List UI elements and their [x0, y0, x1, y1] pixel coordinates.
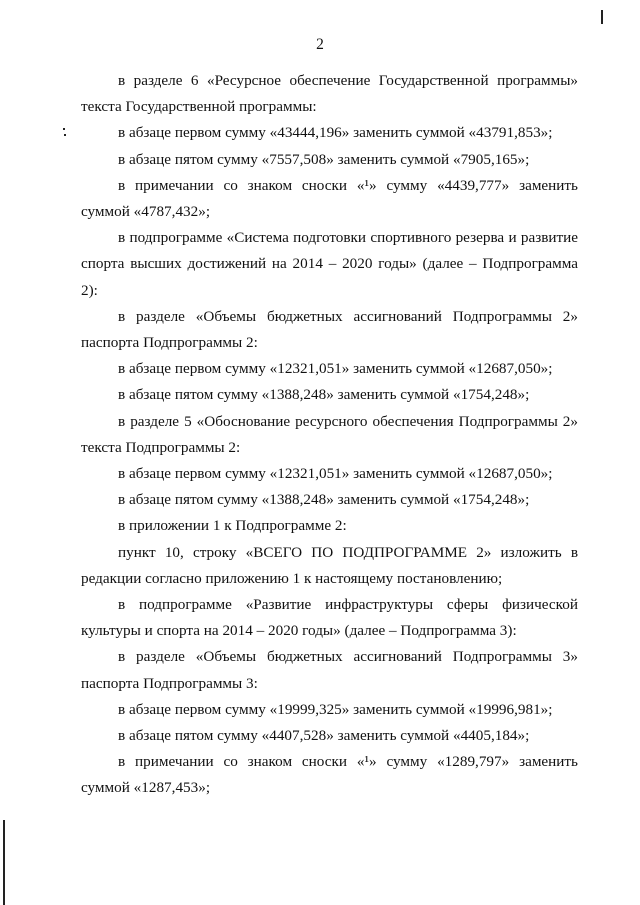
paragraph: в абзаце первом сумму «12321,051» заменить суммой «12687,050»;	[118, 465, 553, 483]
scan-artifact-left-margin	[63, 128, 65, 130]
scan-artifact-left-edge	[3, 820, 5, 905]
scan-artifact-left-margin-2	[64, 134, 66, 136]
paragraph: в разделе «Объемы бюджетных ассигнований Подпрограммы 3» паспорта Подпрограммы 3:	[81, 648, 578, 692]
paragraph: в подпрограмме «Развитие инфраструктуры сферы физической культуры и спорта на 2014 – 2020 годы» (далее – Подпрограмма 3):	[81, 596, 578, 640]
paragraph: в разделе 6 «Ресурсное обеспечение Государственной программы» текста Государственной программы:	[81, 72, 578, 116]
paragraph: в примечании со знаком сноски «¹» сумму «4439,777» заменить суммой «4787,432»;	[81, 176, 578, 221]
paragraph: в абзаце первом сумму «19999,325» заменить суммой «19996,981»;	[118, 700, 553, 718]
paragraph: в разделе 5 «Обоснование ресурсного обеспечения Подпрограммы 2» текста Подпрограммы 2:	[81, 412, 578, 456]
paragraph: в разделе «Объемы бюджетных ассигнований Подпрограммы 2» паспорта Подпрограммы 2:	[81, 307, 578, 352]
scan-artifact-top-right	[601, 10, 603, 24]
paragraph: в абзаце пятом сумму «7557,508» заменить суммой «7905,165»;	[118, 150, 530, 168]
paragraph: в абзаце первом сумму «43444,196» заменить суммой «43791,853»;	[118, 124, 553, 142]
paragraph: в абзаце пятом сумму «1388,248» заменить суммой «1754,248»;	[118, 386, 530, 404]
paragraph: в абзаце пятом сумму «4407,528» заменить суммой «4405,184»;	[118, 727, 530, 745]
paragraph: в абзаце пятом сумму «1388,248» заменить суммой «1754,248»;	[118, 491, 530, 509]
paragraph: в примечании со знаком сноски «¹» сумму «1289,797» заменить суммой «1287,453»;	[81, 753, 578, 797]
paragraph: в абзаце первом сумму «12321,051» заменить суммой «12687,050»;	[118, 360, 553, 378]
document-body	[81, 68, 578, 802]
paragraph: в приложении 1 к Подпрограмме 2:	[118, 517, 347, 535]
paragraph: пункт 10, строку «ВСЕГО ПО ПОДПРОГРАММЕ 2» изложить в редакции согласно приложению 1 к настоящему постановлению;	[81, 543, 578, 587]
paragraph: в подпрограмме «Система подготовки спортивного резерва и развитие спорта высших достижений на 2014 – 2020 годы» (далее – Подпрограмма 2):	[81, 229, 578, 299]
page-number: 2	[316, 36, 324, 53]
